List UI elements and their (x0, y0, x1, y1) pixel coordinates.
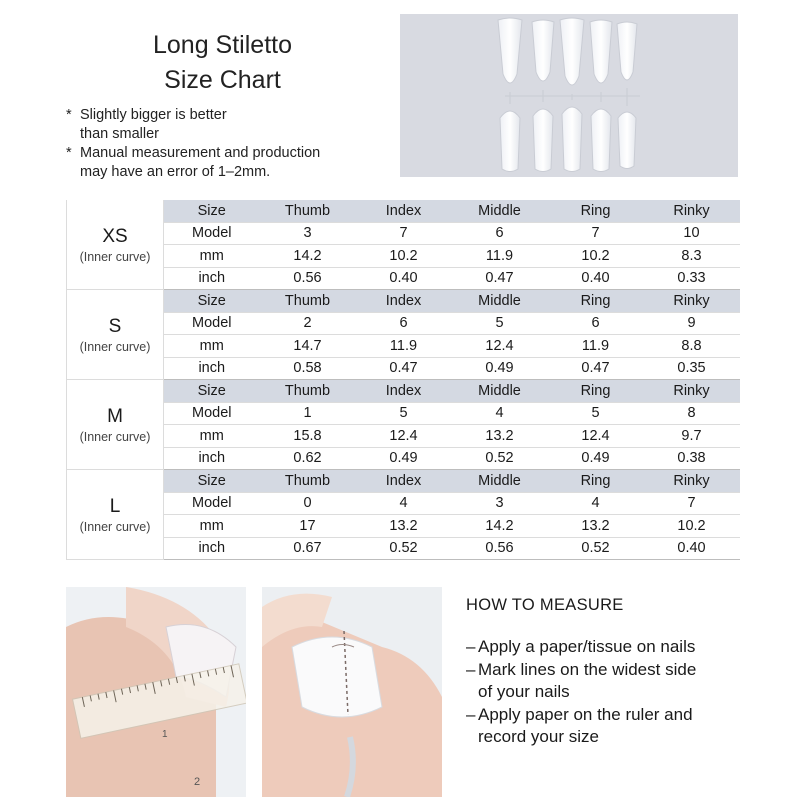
table-cell: 0.52 (452, 447, 548, 470)
table-cell: 0.52 (548, 537, 644, 560)
table-row (67, 222, 740, 245)
table-cell: 13.2 (452, 425, 548, 448)
table-cell: 11.9 (548, 335, 644, 358)
row-label: mm (164, 245, 260, 268)
table-header-row (67, 200, 740, 222)
row-label: mm (164, 515, 260, 538)
table-cell: 0.49 (548, 447, 644, 470)
chart-title (110, 28, 335, 98)
table-cell: 14.2 (260, 245, 356, 268)
row-label: inch (164, 447, 260, 470)
table-cell: 4 (548, 492, 644, 515)
table-cell: 17 (260, 515, 356, 538)
finger-with-paper-illustration (262, 587, 442, 797)
table-cell: 10.2 (644, 515, 740, 538)
size-note: (Inner curve) (79, 519, 151, 534)
step-line: Apply a paper/tissue on nails (478, 637, 696, 656)
table-cell: 12.4 (452, 335, 548, 358)
press-on-nails-image (400, 14, 738, 177)
table-cell: 7 (644, 492, 740, 515)
ruler-number: 2 (194, 776, 201, 788)
table-cell: 13.2 (548, 515, 644, 538)
chart-title-line-1: Long Stiletto (153, 31, 292, 59)
table-cell: 14.7 (260, 335, 356, 358)
header-cell: Ring (548, 470, 644, 493)
header-cell: Middle (452, 380, 548, 403)
header-cell: Middle (452, 470, 548, 493)
table-cell: 0.62 (260, 447, 356, 470)
ruler-number: 1 (162, 729, 168, 740)
table-header-row (67, 470, 740, 493)
dash-icon: – (466, 637, 476, 656)
table-row (67, 515, 740, 538)
header-cell: Ring (548, 380, 644, 403)
table-cell: 0.40 (548, 267, 644, 290)
row-label: inch (164, 357, 260, 380)
size-label-cell (67, 290, 164, 380)
size-name: M (107, 405, 123, 427)
header-cell: Thumb (260, 380, 356, 403)
step-line: of your nails (478, 682, 570, 701)
header-cell: Size (164, 470, 260, 493)
header-cell: Middle (452, 290, 548, 313)
table-cell: 0.49 (452, 357, 548, 380)
table-cell: 9.7 (644, 425, 740, 448)
table-cell: 0.58 (260, 357, 356, 380)
table-cell: 0.47 (548, 357, 644, 380)
header-cell: Index (356, 380, 452, 403)
table-cell: 11.9 (452, 245, 548, 268)
table-cell: 1 (260, 402, 356, 425)
step-line: Apply paper on the ruler and (478, 704, 693, 724)
size-label-cell (67, 380, 164, 470)
table-row (67, 402, 740, 425)
table-cell: 4 (452, 402, 548, 425)
chart-title-line-2: Size Chart (164, 66, 281, 94)
asterisk-icon: * (66, 145, 72, 161)
header-cell: Index (356, 200, 452, 222)
table-cell: 0.52 (356, 537, 452, 560)
header-cell: Size (164, 380, 260, 403)
table-cell: 12.4 (356, 425, 452, 448)
table-cell: 0.38 (644, 447, 740, 470)
header-cell: Index (356, 290, 452, 313)
table-row (67, 267, 740, 290)
table-row (67, 357, 740, 380)
table-cell: 15.8 (260, 425, 356, 448)
table-row (67, 492, 740, 515)
dash-icon: – (466, 659, 476, 679)
table-cell: 0.40 (644, 537, 740, 560)
table-cell: 2 (260, 312, 356, 335)
table-row (67, 447, 740, 470)
row-label: Model (164, 492, 260, 515)
table-cell: 12.4 (548, 425, 644, 448)
table-cell: 13.2 (356, 515, 452, 538)
row-label: Model (164, 222, 260, 245)
header-cell: Thumb (260, 200, 356, 222)
paper-marking-photo (262, 587, 442, 797)
row-label: Model (164, 312, 260, 335)
table-cell: 0.67 (260, 537, 356, 560)
table-cell: 5 (452, 312, 548, 335)
table-cell: 8 (644, 402, 740, 425)
header-cell: Size (164, 200, 260, 222)
measure-step (466, 636, 766, 659)
table-cell: 10.2 (356, 245, 452, 268)
table-cell: 14.2 (452, 515, 548, 538)
header-cell: Rinky (644, 470, 740, 493)
header-cell: Middle (452, 200, 548, 222)
table-cell: 3 (452, 492, 548, 515)
table-cell: 0.40 (356, 267, 452, 290)
row-label: inch (164, 537, 260, 560)
step-line: record your size (478, 727, 599, 746)
header-cell: Thumb (260, 470, 356, 493)
table-cell: 8.3 (644, 245, 740, 268)
table-cell: 10.2 (548, 245, 644, 268)
finger-with-ruler-illustration (66, 587, 246, 797)
note-measurement-error (66, 144, 386, 182)
table-cell: 11.9 (356, 335, 452, 358)
table-cell: 0.56 (260, 267, 356, 290)
table-row (67, 537, 740, 560)
table-cell: 0.35 (644, 357, 740, 380)
row-label: mm (164, 425, 260, 448)
table-cell: 0.56 (452, 537, 548, 560)
size-label-cell (67, 470, 164, 560)
size-label-cell (67, 200, 164, 290)
dash-icon: – (466, 704, 476, 724)
size-name: XS (102, 225, 128, 247)
table-header-row (67, 380, 740, 403)
table-cell: 6 (548, 312, 644, 335)
table-cell: 0.33 (644, 267, 740, 290)
header-cell: Index (356, 470, 452, 493)
table-row (67, 335, 740, 358)
table-cell: 0.47 (356, 357, 452, 380)
table-cell: 10 (644, 222, 740, 245)
table-cell: 6 (356, 312, 452, 335)
how-to-measure (466, 594, 766, 749)
note-line: than smaller (80, 126, 159, 142)
ruler-measuring-photo (66, 587, 246, 797)
table-cell: 5 (356, 402, 452, 425)
note-line: Manual measurement and production (80, 145, 321, 161)
asterisk-icon: * (66, 107, 72, 123)
note-line: Slightly bigger is better (80, 107, 227, 123)
size-note: (Inner curve) (79, 339, 151, 354)
table-cell: 5 (548, 402, 644, 425)
header-cell: Thumb (260, 290, 356, 313)
size-name: S (108, 315, 122, 337)
notes (66, 106, 386, 182)
table-cell: 6 (452, 222, 548, 245)
nail-tips-illustration (400, 14, 738, 177)
row-label: mm (164, 335, 260, 358)
header-cell: Rinky (644, 290, 740, 313)
table-cell: 8.8 (644, 335, 740, 358)
table-cell: 4 (356, 492, 452, 515)
row-label: Model (164, 402, 260, 425)
table-row (67, 312, 740, 335)
header-cell: Ring (548, 290, 644, 313)
size-note: (Inner curve) (79, 249, 151, 264)
note-line: may have an error of 1–2mm. (80, 164, 271, 180)
table-cell: 7 (356, 222, 452, 245)
table-cell: 3 (260, 222, 356, 245)
header-cell: Size (164, 290, 260, 313)
header-cell: Ring (548, 200, 644, 222)
table-row (67, 425, 740, 448)
measure-step (466, 659, 766, 704)
table-row (67, 245, 740, 268)
table-cell: 0.47 (452, 267, 548, 290)
size-name: L (109, 495, 121, 517)
table-cell: 0.49 (356, 447, 452, 470)
table-cell: 9 (644, 312, 740, 335)
table-cell: 7 (548, 222, 644, 245)
measure-step (466, 704, 766, 749)
size-note: (Inner curve) (79, 429, 151, 444)
step-line: Mark lines on the widest side (478, 659, 697, 679)
size-chart-table (66, 200, 740, 560)
table-header-row (67, 290, 740, 313)
note-bigger-better (66, 106, 386, 144)
header-cell: Rinky (644, 200, 740, 222)
row-label: inch (164, 267, 260, 290)
header-cell: Rinky (644, 380, 740, 403)
how-to-measure-heading: HOW TO MEASURE (466, 596, 624, 614)
table-cell: 0 (260, 492, 356, 515)
